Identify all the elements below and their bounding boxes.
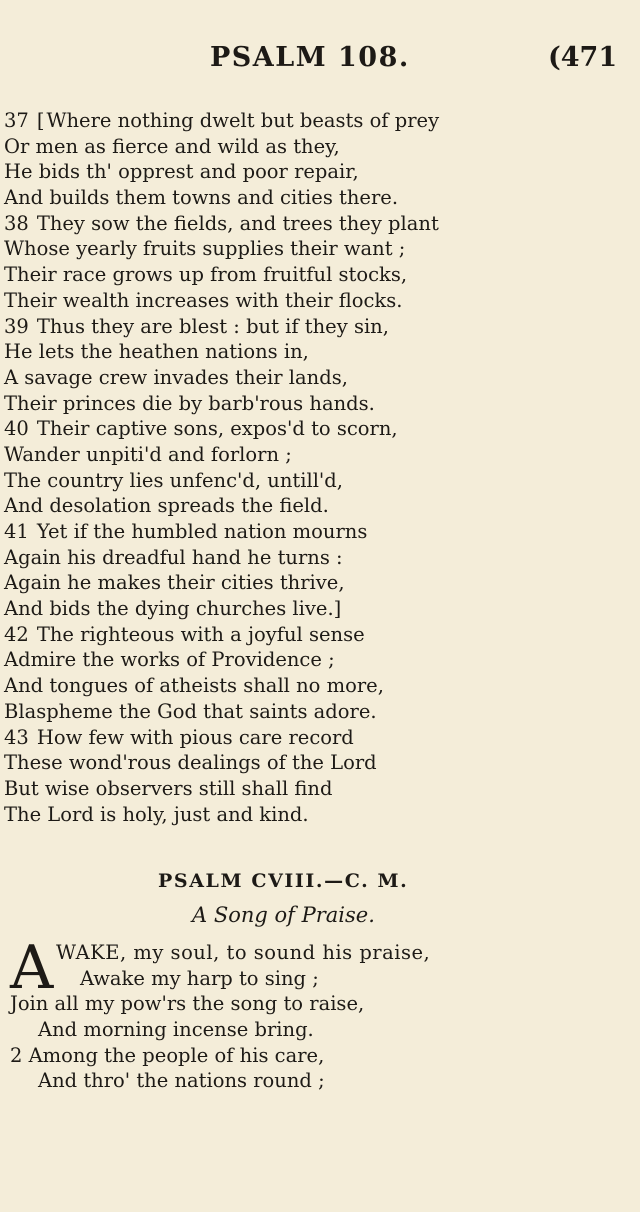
running-head	[0, 42, 640, 82]
hymn-line: And thro' the nations round ;	[38, 1069, 325, 1093]
verse-text: They sow the fields, and trees they plant	[36, 211, 439, 235]
verse-line	[4, 108, 504, 134]
verse-line	[4, 622, 504, 648]
verse-line	[4, 647, 504, 673]
verse-line	[4, 159, 504, 185]
verse-line	[4, 596, 504, 622]
verse-text: And tongues of atheists shall no more,	[4, 674, 384, 698]
verse-text: But wise observers still shall find	[4, 776, 333, 800]
verse-number: 40	[4, 417, 29, 441]
hymn-block	[10, 933, 530, 1094]
verse-line	[4, 288, 504, 314]
hymn-line: Join all my pow'rs the song to raise,	[10, 992, 365, 1016]
verse-line	[4, 134, 504, 160]
verse-text: Blaspheme the God that saints adore.	[4, 699, 377, 723]
verse-line	[4, 339, 504, 365]
verse-text: Again his dreadful hand he turns :	[4, 545, 343, 569]
verse-text: Their race grows up from fruitful stocks,	[4, 263, 408, 287]
verse-line	[4, 725, 504, 751]
verse-text: Where nothing dwelt but beasts of prey	[46, 109, 440, 132]
verse-line	[4, 750, 504, 776]
verse-text: A savage crew invades their lands,	[4, 365, 348, 389]
drop-cap: A	[10, 933, 54, 1003]
verse-line	[4, 802, 504, 828]
psalm-heading: PSALM CVIII.—C. M.	[158, 870, 409, 892]
verse-line	[4, 365, 504, 391]
verse-block	[4, 108, 504, 827]
verse-text: And desolation spreads the field.	[4, 494, 329, 518]
verse-text: Whose yearly fruits supplies their want ;	[4, 237, 406, 261]
verse-line	[4, 545, 504, 571]
running-title: PSALM 108.	[210, 42, 410, 73]
hymn-line: Awake my harp to sing ;	[80, 966, 319, 990]
verse-line	[4, 519, 504, 545]
hymn-line: And morning incense bring.	[38, 1018, 314, 1042]
verse-bracket: [	[36, 109, 45, 132]
verse-line	[4, 673, 504, 699]
verse-line	[4, 211, 504, 237]
verse-text: Their princes die by barb'rous hands.	[4, 391, 375, 415]
verse-number: 43	[4, 725, 29, 749]
psalm-subtitle: A Song of Praise.	[192, 903, 375, 927]
verse-text: The Lord is holy, just and kind.	[4, 802, 309, 826]
verse-text: And bids the dying churches live.]	[4, 597, 342, 621]
page-number: (471	[548, 42, 618, 73]
verse-line	[4, 185, 504, 211]
verse-line	[4, 416, 504, 442]
verse-number: 42	[4, 622, 29, 646]
verse-line	[4, 493, 504, 519]
verse-text: Their captive sons, expos'd to scorn,	[36, 417, 398, 441]
verse-line	[4, 391, 504, 417]
verse-number: 37	[4, 109, 29, 132]
verse-text: How few with pious care record	[36, 725, 354, 749]
verse-text: He lets the heathen nations in,	[4, 340, 309, 364]
verse-line	[4, 262, 504, 288]
verse-text: Or men as fierce and wild as they,	[4, 134, 340, 158]
verse-line	[4, 314, 504, 340]
verse-number: 38	[4, 211, 29, 235]
verse-line	[4, 442, 504, 468]
verse-text: These wond'rous dealings of the Lord	[4, 751, 377, 775]
hymn-line: 2 Among the people of his care,	[10, 1043, 325, 1067]
verse-line	[4, 699, 504, 725]
verse-text: Wander unpiti'd and forlorn ;	[4, 442, 292, 466]
verse-line	[4, 236, 504, 262]
verse-line	[4, 468, 504, 494]
verse-line	[4, 570, 504, 596]
verse-text: Thus they are blest : but if they sin,	[36, 314, 389, 338]
verse-text: Their wealth increases with their flocks.	[4, 288, 403, 312]
verse-text: The righteous with a joyful sense	[36, 622, 365, 646]
verse-text: And builds them towns and cities there.	[4, 186, 399, 210]
verse-text: Again he makes their cities thrive,	[4, 571, 345, 595]
verse-text: Admire the works of Providence ;	[4, 648, 335, 672]
verse-number: 41	[4, 520, 29, 543]
hymn-line: WAKE, my soul, to sound his praise,	[56, 941, 431, 964]
verse-text: He bids th' opprest and poor repair,	[4, 160, 359, 184]
verse-text: The country lies unfenc'd, untill'd,	[4, 468, 343, 492]
verse-number: 39	[4, 314, 29, 338]
verse-text: Yet if the humbled nation mourns	[36, 520, 368, 543]
verse-line	[4, 776, 504, 802]
